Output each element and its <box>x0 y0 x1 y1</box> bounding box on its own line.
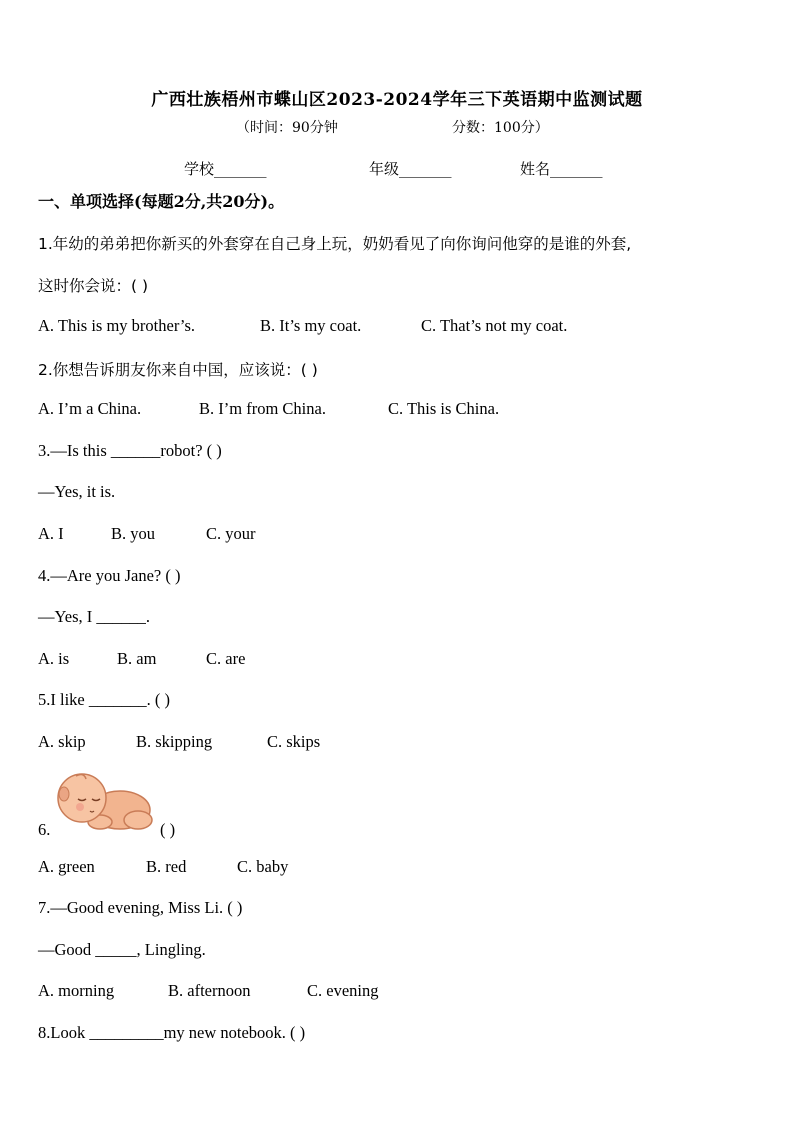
exam-score: 分数：100分） <box>452 120 549 136</box>
question-6-number: 6. <box>38 820 51 839</box>
question-5-option-a: A. skip <box>38 732 86 751</box>
sleeping-baby-icon <box>50 770 154 834</box>
question-7-option-b: B. afternoon <box>168 981 251 1000</box>
question-2-option-c: C. This is China. <box>388 399 500 418</box>
question-2-option-a: A. I’m a China. <box>38 399 142 418</box>
question-1-option-c: C. That’s not my coat. <box>421 316 568 335</box>
question-6-option-b: B. red <box>146 857 187 876</box>
question-1-stem-continued: 这时你会说：( ) <box>38 277 149 295</box>
question-7-reply: —Good _____, Lingling. <box>38 940 206 959</box>
question-1-option-b: B. It’s my coat. <box>260 316 362 335</box>
section-heading: 一、单项选择(每题2分,共20分)。 <box>38 192 285 211</box>
question-4-stem: 4.—Are you Jane? ( ) <box>38 566 181 585</box>
question-6-answer-paren: ( ) <box>160 820 176 839</box>
question-1-stem: 1.年幼的弟弟把你新买的外套穿在自己身上玩，奶奶看见了向你询问他穿的是谁的外套, <box>38 235 632 253</box>
question-6-option-c: C. baby <box>237 857 289 876</box>
question-4-option-a: A. is <box>38 649 70 668</box>
question-4-reply: —Yes, I ______. <box>38 607 151 626</box>
question-4-option-b: B. am <box>117 649 157 668</box>
question-3-option-b: B. you <box>111 524 156 543</box>
question-3-option-a: A. I <box>38 524 64 543</box>
question-7-option-c: C. evening <box>307 981 379 1000</box>
grade-field: 年级_______ <box>369 160 452 178</box>
question-2-option-b: B. I’m from China. <box>199 399 326 418</box>
question-5-option-c: C. skips <box>267 732 321 751</box>
question-4-option-c: C. are <box>206 649 246 668</box>
question-6-option-a: A. green <box>38 857 95 876</box>
question-2-stem: 2.你想告诉朋友你来自中国，应该说：( ) <box>38 361 318 379</box>
question-3-reply: —Yes, it is. <box>38 482 116 501</box>
question-3-stem: 3.—Is this ______robot? ( ) <box>38 441 222 460</box>
exam-time: （时间：90分钟 <box>236 120 338 136</box>
question-1-option-a: A. This is my brother’s. <box>38 316 196 335</box>
question-7-stem: 7.—Good evening, Miss Li. ( ) <box>38 898 243 917</box>
page-title: 广西壮族梧州市蝶山区2023-2024学年三下英语期中监测试题 <box>151 90 643 110</box>
question-8-stem: 8.Look _________my new notebook. ( ) <box>38 1023 306 1042</box>
name-field: 姓名_______ <box>520 160 603 178</box>
school-field: 学校_______ <box>184 160 267 178</box>
question-3-option-c: C. your <box>206 524 256 543</box>
question-5-option-b: B. skipping <box>136 732 213 751</box>
question-7-option-a: A. morning <box>38 981 115 1000</box>
question-5-stem: 5.I like _______. ( ) <box>38 690 170 709</box>
